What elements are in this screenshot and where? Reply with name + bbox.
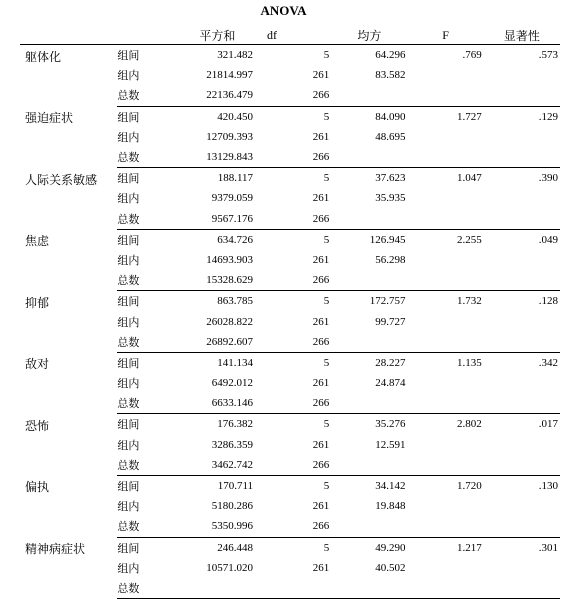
source-label: 组间 (117, 49, 140, 63)
sum-of-squares-cell: 420.450 (217, 110, 254, 123)
header-variable (20, 27, 117, 45)
mean-square-cell: 99.727 (375, 315, 406, 328)
f-cell (408, 373, 484, 393)
f-cell (408, 127, 484, 147)
significance-cell (484, 270, 560, 291)
table-row-between-groups (20, 414, 560, 435)
significance-cell: .128 (538, 295, 558, 308)
mean-square-cell: 64.296 (375, 49, 406, 62)
df-cell: 266 (255, 393, 331, 414)
mean-square-cell: 172.757 (369, 295, 406, 308)
mean-square-cell (331, 147, 407, 168)
f-cell (408, 435, 484, 455)
sum-of-squares-cell: 9567.176 (160, 209, 255, 230)
sum-of-squares-cell: 863.785 (217, 295, 254, 308)
source-label: 组内 (117, 130, 140, 144)
variable-label: 焦虑 (25, 234, 50, 249)
significance-cell: .573 (538, 49, 558, 62)
mean-square-cell (331, 209, 407, 230)
mean-square-cell (331, 85, 407, 106)
source-label: 总数 (117, 209, 159, 230)
f-cell (408, 578, 484, 599)
sum-of-squares-cell: 13129.843 (160, 147, 255, 168)
sum-of-squares-cell: 246.448 (217, 541, 254, 554)
sum-of-squares-cell: 12709.393 (206, 130, 254, 143)
header-f: F (408, 27, 484, 45)
f-cell (408, 455, 484, 476)
source-label: 组间 (117, 172, 140, 186)
significance-cell (484, 578, 560, 599)
df-cell: 261 (312, 253, 330, 266)
significance-cell (484, 332, 560, 353)
df-cell: 266 (255, 516, 331, 537)
df-cell: 261 (312, 377, 330, 390)
sum-of-squares-cell: 3462.742 (160, 455, 255, 476)
mean-square-cell: 35.276 (375, 418, 406, 431)
header-significance: 显著性 (484, 27, 560, 45)
sum-of-squares-cell: 6633.146 (160, 393, 255, 414)
sum-of-squares-cell: 22136.479 (160, 85, 255, 106)
mean-square-cell (331, 332, 407, 353)
f-cell (408, 332, 484, 353)
variable-label: 恐怖 (25, 418, 50, 433)
header-mean-square: 均方 (331, 27, 407, 45)
mean-square-cell (331, 578, 407, 599)
significance-cell: .390 (538, 172, 558, 185)
f-cell (408, 209, 484, 230)
mean-square-cell (331, 516, 407, 537)
sum-of-squares-cell: 14693.903 (206, 253, 254, 266)
df-cell (255, 578, 331, 599)
table-row-between-groups (20, 168, 560, 189)
df-cell: 261 (312, 130, 330, 143)
mean-square-cell: 48.695 (375, 130, 406, 143)
sum-of-squares-cell: 5180.286 (211, 500, 254, 513)
df-cell: 5 (323, 541, 330, 554)
significance-cell: .129 (538, 110, 558, 123)
source-label: 总数 (117, 147, 159, 168)
significance-cell (484, 516, 560, 537)
significance-cell (484, 455, 560, 476)
mean-square-cell (331, 455, 407, 476)
f-cell (408, 496, 484, 516)
header-source (117, 27, 159, 45)
sum-of-squares-cell: 634.726 (217, 233, 254, 246)
source-label: 组内 (117, 69, 140, 83)
mean-square-cell: 37.623 (375, 172, 406, 185)
source-label: 总数 (117, 85, 159, 106)
sum-of-squares-cell: 170.711 (217, 480, 254, 493)
df-cell: 266 (255, 332, 331, 353)
anova-table (20, 27, 560, 599)
source-label: 组间 (117, 233, 140, 247)
df-cell: 5 (323, 172, 330, 185)
source-label: 组内 (117, 253, 140, 267)
variable-label: 抑郁 (25, 295, 50, 310)
source-label: 总数 (117, 393, 159, 414)
mean-square-cell: 83.582 (375, 69, 406, 82)
sum-of-squares-cell: 188.117 (217, 172, 254, 185)
df-cell: 5 (323, 480, 330, 493)
table-row-between-groups (20, 352, 560, 373)
sum-of-squares-cell: 6492.012 (211, 377, 254, 390)
f-cell: 2.255 (456, 233, 482, 246)
significance-cell (484, 85, 560, 106)
mean-square-cell: 28.227 (375, 356, 406, 369)
significance-cell (484, 435, 560, 455)
table-title: ANOVA (260, 3, 307, 18)
df-cell: 266 (255, 455, 331, 476)
f-cell: 1.217 (456, 541, 482, 554)
df-cell: 266 (255, 85, 331, 106)
significance-cell (484, 496, 560, 516)
mean-square-cell (331, 270, 407, 291)
f-cell (408, 65, 484, 85)
mean-square-cell: 35.935 (375, 192, 406, 205)
table-row-between-groups (20, 537, 560, 558)
source-label: 组间 (117, 541, 140, 555)
source-label: 组内 (117, 315, 140, 329)
df-cell: 5 (323, 49, 330, 62)
df-cell: 261 (312, 438, 330, 451)
mean-square-cell: 56.298 (375, 253, 406, 266)
header-sum-of-squares: 平方和 (160, 27, 255, 45)
significance-cell (484, 393, 560, 414)
significance-cell: .049 (538, 233, 558, 246)
anova-body (20, 45, 560, 599)
source-label: 总数 (117, 578, 159, 599)
sum-of-squares-cell (160, 578, 255, 599)
source-label: 组内 (117, 192, 140, 206)
df-cell: 261 (312, 315, 330, 328)
table-row-between-groups (20, 106, 560, 127)
f-cell: .769 (462, 49, 482, 62)
df-cell: 5 (323, 233, 330, 246)
sum-of-squares-cell: 21814.997 (206, 69, 254, 82)
df-cell: 5 (323, 110, 330, 123)
sum-of-squares-cell: 3286.359 (211, 438, 254, 451)
sum-of-squares-cell: 26028.822 (206, 315, 254, 328)
header-row (20, 27, 560, 45)
f-cell (408, 188, 484, 208)
df-cell: 266 (255, 209, 331, 230)
f-cell: 1.047 (456, 172, 482, 185)
mean-square-cell: 19.848 (375, 500, 406, 513)
mean-square-cell (331, 393, 407, 414)
table-row-between-groups (20, 45, 560, 66)
source-label: 总数 (117, 332, 159, 353)
significance-cell (484, 250, 560, 270)
variable-label: 躯体化 (25, 50, 62, 64)
table-row-between-groups (20, 291, 560, 312)
significance-cell: .301 (538, 541, 558, 554)
source-label: 组间 (117, 295, 140, 309)
source-label: 总数 (117, 455, 159, 476)
df-cell: 261 (312, 500, 330, 513)
sum-of-squares-cell: 5350.996 (160, 516, 255, 537)
df-cell: 261 (312, 192, 330, 205)
f-cell: 2.802 (456, 418, 482, 431)
significance-cell (484, 127, 560, 147)
df-cell: 5 (323, 418, 330, 431)
f-cell (408, 311, 484, 331)
f-cell: 1.720 (456, 480, 482, 493)
significance-cell: .017 (538, 418, 558, 431)
f-cell: 1.135 (456, 356, 482, 369)
significance-cell (484, 209, 560, 230)
f-cell (408, 85, 484, 106)
mean-square-cell: 12.591 (375, 438, 406, 451)
variable-label: 人际关系敏感 (25, 172, 98, 187)
significance-cell (484, 188, 560, 208)
source-label: 组内 (117, 500, 140, 514)
df-cell: 5 (323, 356, 330, 369)
source-label: 组间 (117, 356, 140, 370)
sum-of-squares-cell: 15328.629 (160, 270, 255, 291)
f-cell: 1.732 (456, 295, 482, 308)
df-cell: 266 (255, 270, 331, 291)
mean-square-cell: 24.874 (375, 377, 406, 390)
mean-square-cell: 40.502 (375, 561, 406, 574)
mean-square-cell: 126.945 (369, 233, 406, 246)
significance-cell (484, 373, 560, 393)
variable-label: 偏执 (25, 480, 50, 495)
sum-of-squares-cell: 9379.059 (211, 192, 254, 205)
source-label: 总数 (117, 516, 159, 537)
df-cell: 266 (255, 147, 331, 168)
table-row-between-groups (20, 229, 560, 250)
table-row-between-groups (20, 475, 560, 496)
variable-label: 敌对 (25, 357, 50, 372)
source-label: 组间 (117, 418, 140, 432)
significance-cell (484, 147, 560, 168)
sum-of-squares-cell: 176.382 (217, 418, 254, 431)
variable-label: 强迫症状 (25, 111, 74, 126)
df-cell: 261 (312, 561, 330, 574)
f-cell (408, 250, 484, 270)
significance-cell: .342 (538, 356, 558, 369)
variable-label: 精神病症状 (25, 542, 86, 556)
source-label: 组内 (117, 561, 140, 575)
f-cell: 1.727 (456, 110, 482, 123)
f-cell (408, 270, 484, 291)
significance-cell (484, 311, 560, 331)
significance-cell: .130 (538, 480, 558, 493)
f-cell (408, 516, 484, 537)
source-label: 组间 (117, 480, 140, 494)
significance-cell (484, 65, 560, 85)
source-label: 总数 (117, 270, 159, 291)
source-label: 组内 (117, 438, 140, 452)
sum-of-squares-cell: 26892.607 (160, 332, 255, 353)
mean-square-cell: 49.290 (375, 541, 406, 554)
source-label: 组间 (117, 110, 140, 124)
mean-square-cell: 84.090 (375, 110, 406, 123)
sum-of-squares-cell: 141.134 (217, 356, 254, 369)
source-label: 组内 (117, 377, 140, 391)
df-cell: 5 (323, 295, 330, 308)
sum-of-squares-cell: 10571.020 (206, 561, 254, 574)
sum-of-squares-cell: 321.482 (217, 49, 254, 62)
f-cell (408, 393, 484, 414)
f-cell (408, 147, 484, 168)
header-df: df (255, 27, 331, 45)
mean-square-cell: 34.142 (375, 480, 406, 493)
df-cell: 261 (312, 69, 330, 82)
